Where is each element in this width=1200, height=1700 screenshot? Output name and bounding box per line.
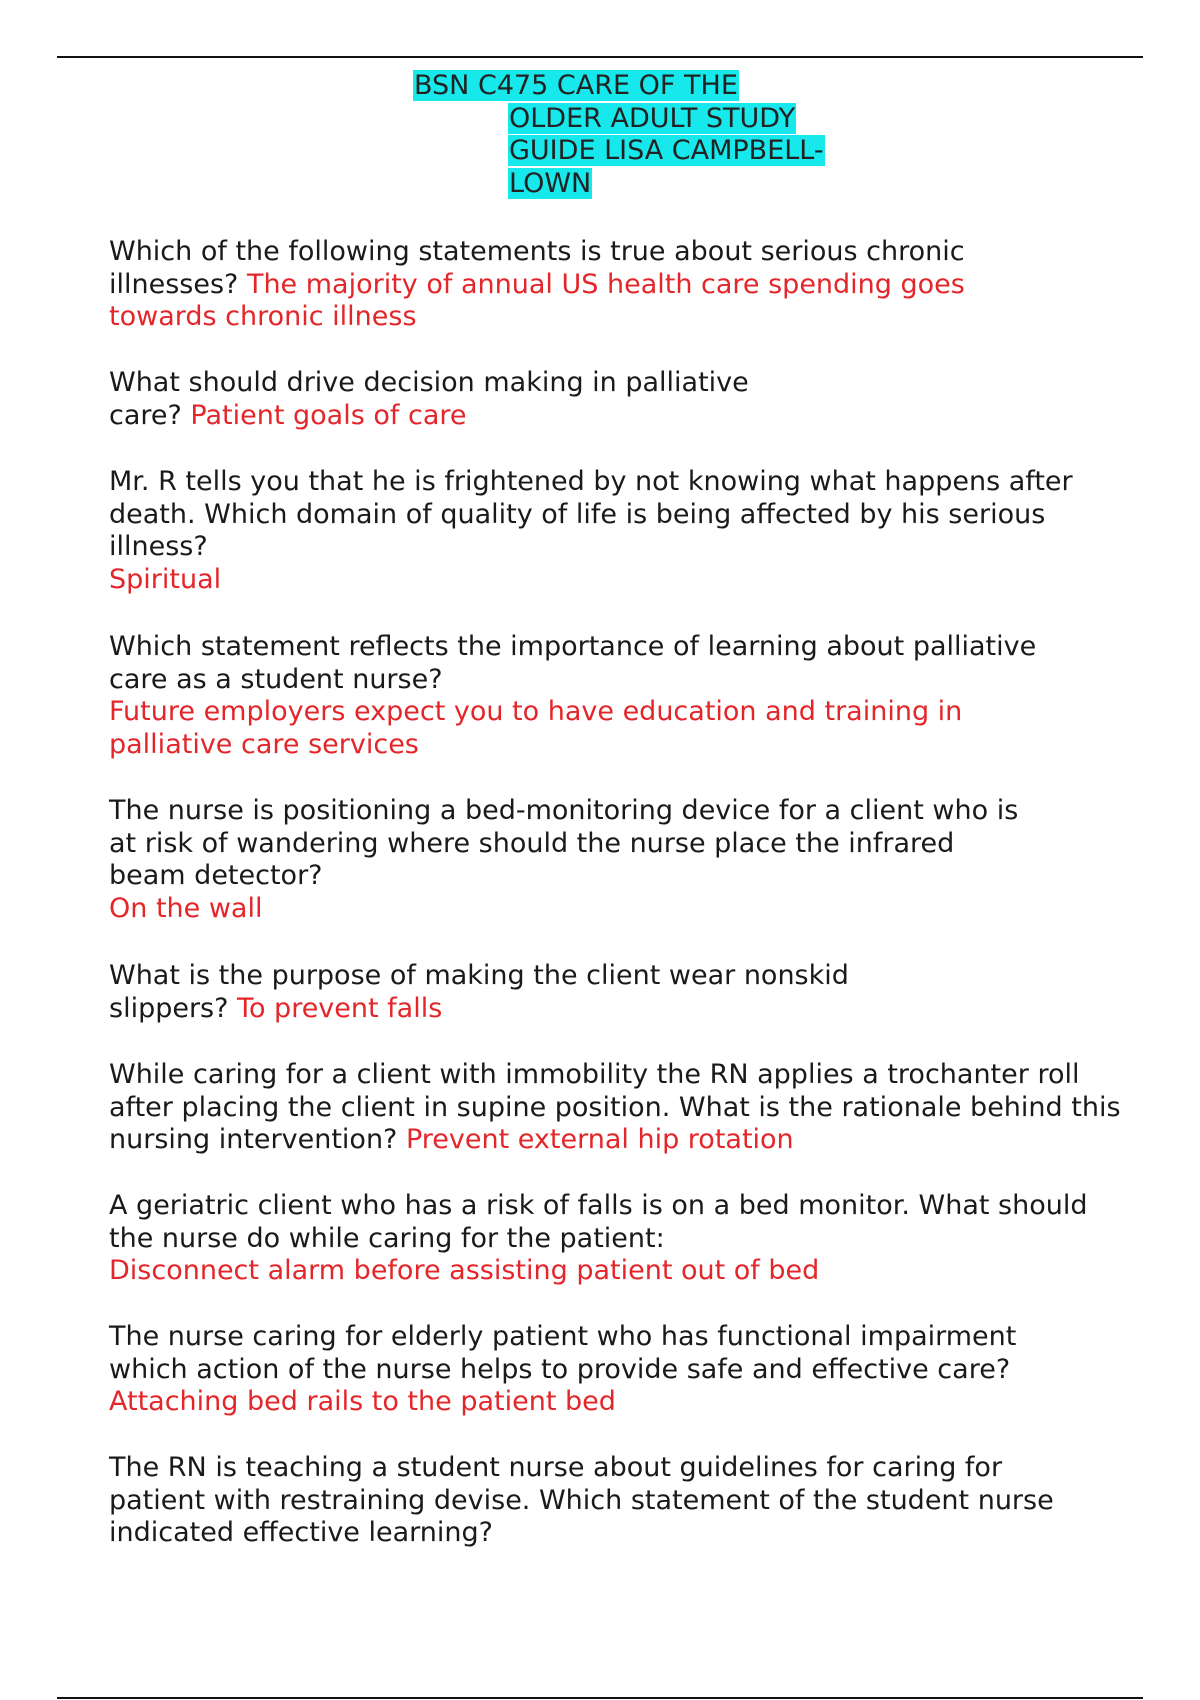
question-text: care? <box>109 399 191 431</box>
question-text: nursing intervention? <box>109 1124 406 1156</box>
question-text: Mr. R tells you that he is frightened by not knowing what happens after <box>109 466 1073 497</box>
answer-text: towards chronic illness <box>109 301 417 333</box>
question-text: illnesses? <box>109 268 247 300</box>
question-text: death. Which domain of quality of life is being affected by his serious <box>109 498 1046 530</box>
qa-item-3 <box>109 466 1189 596</box>
answer-text: On the wall <box>109 892 263 924</box>
qa-item-9 <box>109 1321 1189 1419</box>
question-text: indicated effective learning? <box>109 1517 493 1549</box>
answer-text: Attaching bed rails to the patient bed <box>109 1386 616 1418</box>
question-text: Which of the following statements is true about serious chronic <box>109 236 965 267</box>
question-text: illness? <box>109 531 208 563</box>
title-line-3: GUIDE LISA CAMPBELL- <box>509 135 824 166</box>
question-text: The nurse caring for elderly patient who has functional impairment <box>109 1321 1017 1352</box>
qa-item-4 <box>109 631 1189 761</box>
qa-item-10 <box>109 1452 1189 1550</box>
qa-item-6 <box>109 960 1189 1025</box>
answer-text: To prevent falls <box>237 992 443 1024</box>
answer-text: Future employers expect you to have education and training in <box>109 696 963 728</box>
answer-text: Spiritual <box>109 563 222 595</box>
question-text: While caring for a client with immobility the RN applies a trochanter roll <box>109 1059 1080 1090</box>
answer-text: palliative care services <box>109 728 419 760</box>
question-text: which action of the nurse helps to provide safe and effective care? <box>109 1353 1011 1385</box>
question-text: A geriatric client who has a risk of falls is on a bed monitor. What should <box>109 1190 1088 1221</box>
question-text: The nurse is positioning a bed-monitoring device for a client who is <box>109 795 1019 826</box>
qa-item-5 <box>109 795 1189 925</box>
question-text: the nurse do while caring for the patient: <box>109 1222 665 1254</box>
answer-text: Disconnect alarm before assisting patient out of bed <box>109 1255 820 1287</box>
answer-text: Patient goals of care <box>190 399 467 431</box>
question-text: Which statement reflects the importance of learning about palliative <box>109 631 1037 662</box>
title-line-2: OLDER ADULT STUDY <box>509 103 796 134</box>
bottom-rule <box>57 1697 1143 1699</box>
question-text: What is the purpose of making the client wear nonskid <box>109 960 849 991</box>
top-rule <box>57 56 1143 58</box>
question-text: beam detector? <box>109 860 323 892</box>
question-text: What should drive decision making in palliative <box>109 367 749 398</box>
qa-item-7 <box>109 1059 1189 1157</box>
question-text: The RN is teaching a student nurse about guidelines for caring for <box>109 1452 1003 1483</box>
question-text: after placing the client in supine position. What is the rationale behind this <box>109 1091 1121 1123</box>
qa-item-1 <box>109 236 1189 334</box>
answer-text: Prevent external hip rotation <box>405 1124 794 1156</box>
title-line-4: LOWN <box>509 168 592 199</box>
question-text: care as a student nurse? <box>109 663 443 695</box>
question-text: patient with restraining devise. Which statement of the student nurse <box>109 1484 1054 1516</box>
title-line-1: BSN C475 CARE OF THE <box>414 70 738 101</box>
question-text: at risk of wandering where should the nurse place the infrared <box>109 827 955 859</box>
qa-item-2 <box>109 367 1189 432</box>
question-text: slippers? <box>109 992 238 1024</box>
qa-item-8 <box>109 1190 1189 1288</box>
answer-text: The majority of annual US health care spending goes <box>246 268 965 300</box>
